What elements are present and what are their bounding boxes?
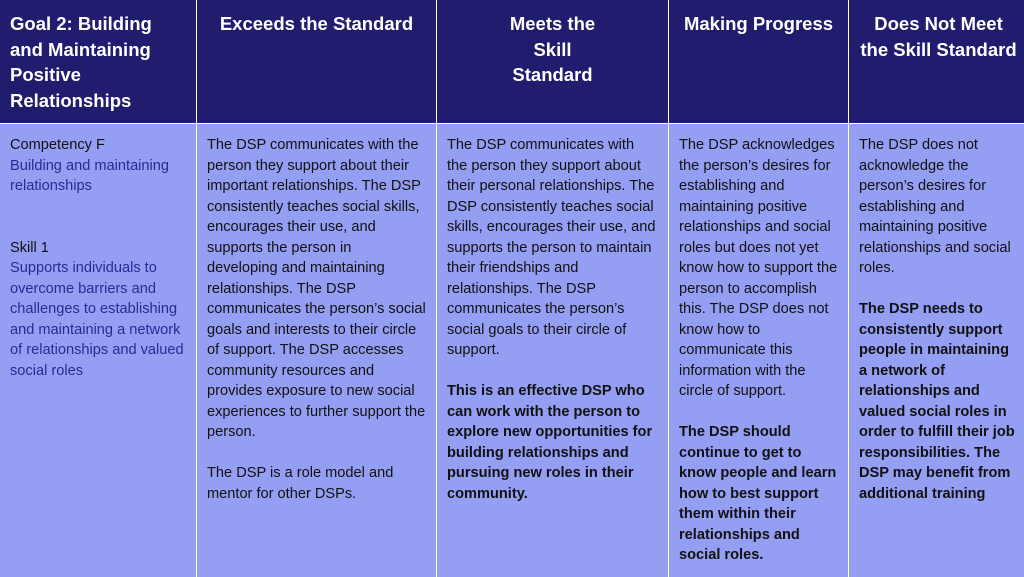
header-meets (437, 0, 668, 123)
header-progress (669, 0, 848, 123)
header-not-meet (849, 0, 1024, 123)
progress-text: The DSP acknowledges the person’s desires for establishing and maintaining positive relationships and social roles but does not yet know how to support the person to accomplish this. The DSP does not know how to communicate this information with the circle of support. (679, 137, 838, 399)
header-meets-line: Meets the (509, 13, 596, 34)
header-progress-line: Making Progress (683, 13, 834, 34)
header-goal (0, 0, 196, 123)
progress-summary: The DSP should continue to get to know people and learn how to best support them within their relationships and social roles. (679, 424, 837, 563)
meets-summary: This is an effective DSP who can work with the person to explore new opportunities for building relationships and pursuing new roles in their community. (447, 383, 653, 502)
skill-description: Supports individuals to overcome barriers and challenges to establishing and maintaining a network of relationships and valued social roles (10, 260, 184, 379)
header-goal-line: Relationships (10, 89, 132, 111)
not-meet-summary: The DSP needs to consistently support people in maintaining a network of relationships and valued social roles in order to fulfill their job responsibilities. The DSP may benefit from additional training (859, 301, 1015, 502)
competency-title: Competency F (10, 137, 105, 153)
skill-title: Skill 1 (10, 239, 49, 256)
header-not-meet-line: the Skill Standard (860, 38, 1017, 60)
exceeds-cell (197, 124, 436, 577)
header-meets-line: Standard (512, 64, 593, 85)
exceeds-text: The DSP communicates with the person they support about their important relationships. The DSP consistently teaches social skills, encourages their use, and supports the person in developing and maintaining relationships. The DSP communicates the person’s social goals and interests to their circle of support. The DSP accesses community resources and provides exposure to new social experiences to further support the person. (207, 137, 426, 440)
header-not-meet-line: Does Not Meet (874, 13, 1003, 34)
header-meets-line: Skill (533, 38, 572, 60)
meets-text: The DSP communicates with the person they support about their personal relationships. The DSP consistently teaches social skills, encourages their use, and supports the person to maintain their friendships and relationships. The DSP communicates the person’s social goals to their circle of support. (447, 137, 656, 358)
header-goal-line: and Maintaining (10, 38, 151, 60)
header-exceeds (197, 0, 436, 123)
not-meet-text: The DSP does not acknowledge the person’s desires for establishing and maintaining positive relationships and social roles. (859, 137, 1011, 276)
header-goal-line: Goal 2: Building (10, 13, 152, 34)
competency-description: Building and maintaining relationships (10, 157, 170, 194)
header-exceeds-line: Exceeds the Standard (219, 13, 414, 34)
meets-cell (437, 124, 668, 577)
header-goal-line: Positive (10, 64, 81, 85)
progress-cell (669, 124, 848, 577)
competency-cell (0, 124, 196, 577)
not-meet-cell (849, 124, 1024, 577)
exceeds-mentor-text: The DSP is a role model and mentor for other DSPs. (207, 465, 394, 502)
